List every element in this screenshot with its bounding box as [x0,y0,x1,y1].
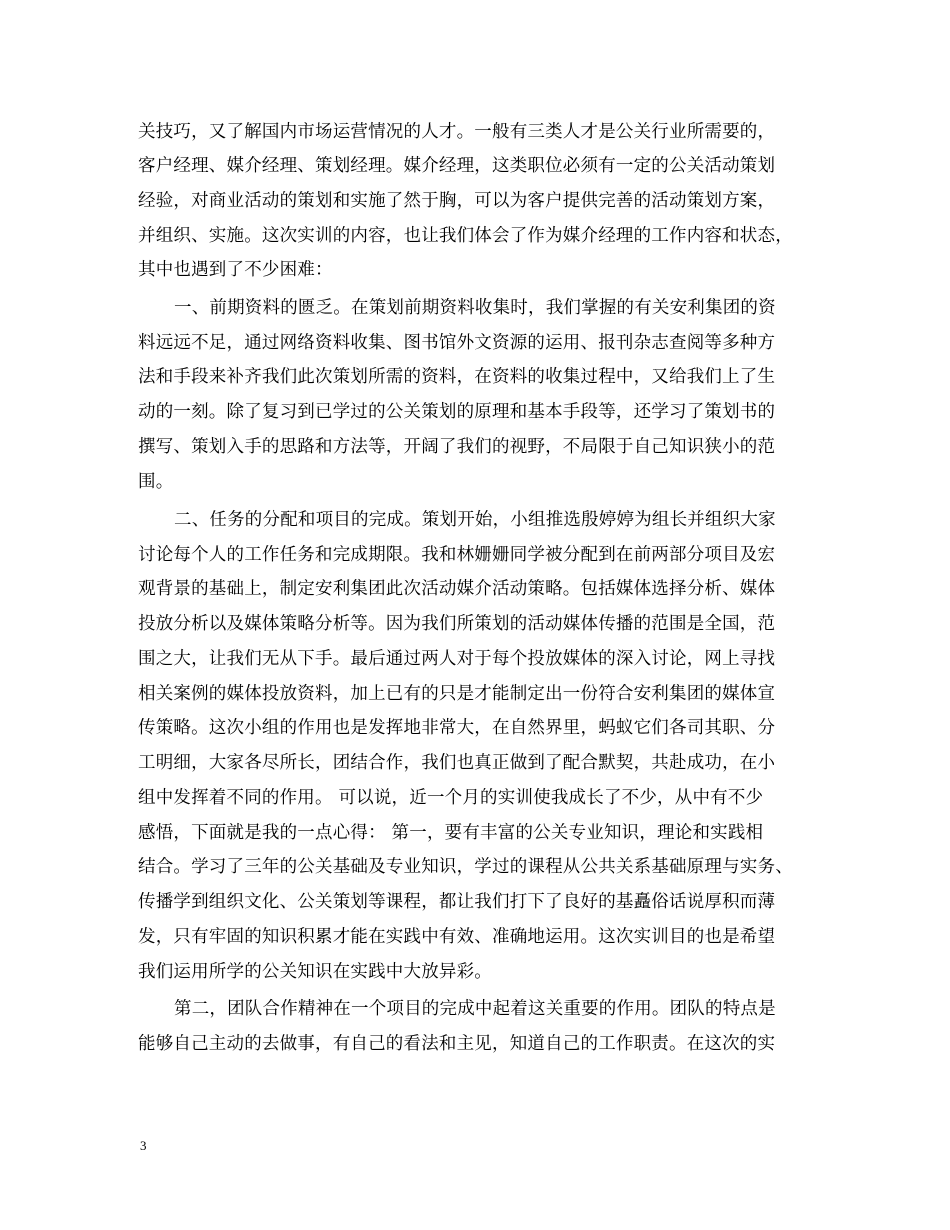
text-line: 能够自己主动的去做事，有自己的看法和主见，知道自己的工作职责。在这次的实 [138,1034,776,1054]
text-line: 发，只有牢固的知识积累才能在实践中有效、准确地运用。这次实训目的也是希望 [138,927,776,947]
text-line: 撰写、策划入手的思路和方法等，开阔了我们的视野，不局限于自己知识狭小的范 [138,437,776,457]
text-line: 传播学到组织文化、公关策划等课程，都让我们打下了良好的基矗俗话说厚积而薄 [138,892,776,912]
text-line: 讨论每个人的工作任务和完成期限。我和林姗姗同学被分配到在前两部分项目及宏 [138,545,776,565]
text-line: 相关案例的媒体投放资料，加上已有的只是才能制定出一份符合安利集团的媒体宣 [138,684,776,704]
text-line: 我们运用所学的公关知识在实践中大放异彩。 [138,962,492,982]
text-line: 观背景的基础上，制定安利集团此次活动媒介活动策略。包括媒体选择分析、媒体 [138,579,776,599]
text-line: 其中也遇到了不少困难： [138,260,333,280]
text-line: 传策略。这次小组的作用也是发挥地非常大，在自然界里，蚂蚁它们各司其职、分 [138,718,776,738]
text-line: 动的一刻。除了复习到已学过的公关策划的原理和基本手段等，还学习了策划书的 [138,402,776,422]
text-line: 并组织、实施。这次实训的内容，也让我们体会了作为媒介经理的工作内容和状态， [138,226,793,246]
page-number: 3 [140,1138,147,1153]
text-line: 经验，对商业活动的策划和实施了然于胸，可以为客户提供完善的活动策划方案， [138,191,776,211]
text-line: 法和手段来补齐我们此次策划所需的资料，在资料的收集过程中，又给我们上了生 [138,367,776,387]
text-line: 客户经理、媒介经理、策划经理。媒介经理，这类职位必须有一定的公关活动策划 [138,156,776,176]
text-line: 工明细，大家各尽所长，团结合作，我们也真正做到了配合默契，共赴成功，在小 [138,753,776,773]
text-line: 料远远不足，通过网络资料收集、图书馆外文资源的运用、报刊杂志查阅等多种方 [138,333,776,353]
paragraph-first-line: 第二，团队合作精神在一个项目的完成中起着这关重要的作用。团队的特点是 [174,999,776,1019]
paragraph-first-line: 一、前期资料的匮乏。在策划前期资料收集时，我们掌握的有关安利集团的资 [174,298,776,318]
text-line: 感悟，下面就是我的一点心得： 第一，要有丰富的公关专业知识，理论和实践相 [138,823,764,843]
text-line: 投放分析以及媒体策略分析等。因为我们所策划的活动媒体传播的范围是全国，范 [138,614,776,634]
paragraph-first-line: 二、任务的分配和项目的完成。策划开始，小组推选殷婷婷为组长并组织大家 [174,510,776,530]
text-line: 结合。学习了三年的公关基础及专业知识，学过的课程从公共关系基础原理与实务、 [138,857,793,877]
text-line: 围之大，让我们无从下手。最后通过两人对于每个投放媒体的深入讨论，网上寻找 [138,649,776,669]
text-line: 关技巧，又了解国内市场运营情况的人才。一般有三类人才是公关行业所需要的， [138,122,776,142]
text-line: 围。 [138,472,174,492]
text-line: 组中发挥着不同的作用。 可以说，近一个月的实训使我成长了不少，从中有不少 [138,788,764,808]
